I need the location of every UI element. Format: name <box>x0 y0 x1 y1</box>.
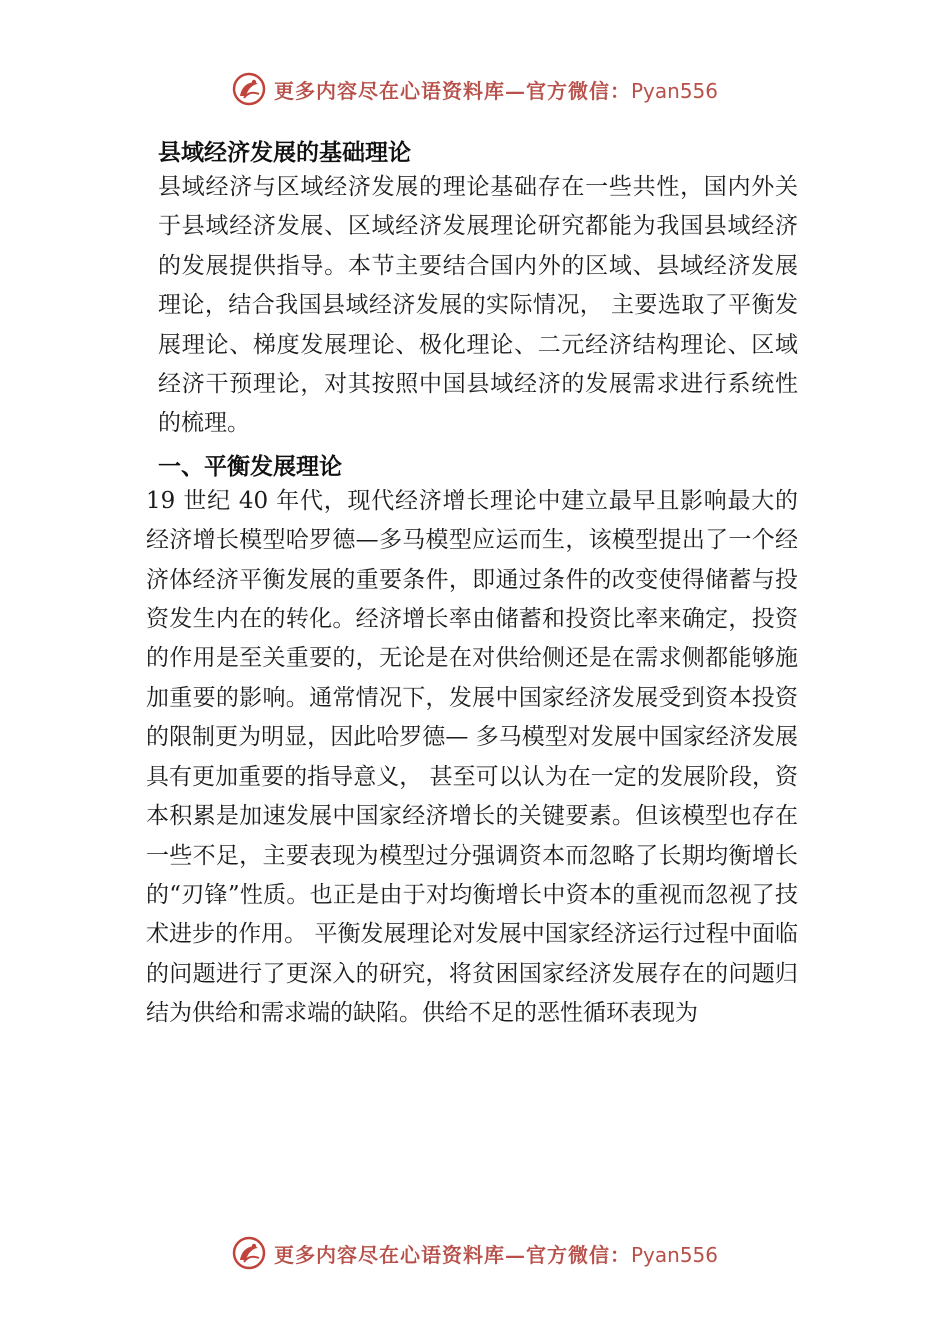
banner-text-cn: 更多内容尽在心语资料库—官方微信： <box>273 1242 631 1267</box>
footer-watermark-banner <box>0 1236 950 1270</box>
header-watermark-banner <box>0 72 950 106</box>
document-title: 县域经济发展的基础理论 <box>158 140 411 166</box>
banner-text-en: Pyan556 <box>630 1242 718 1267</box>
red-swirl-logo-icon <box>232 1236 266 1270</box>
section-heading: 一、平衡发展理论 <box>158 453 342 480</box>
banner-text <box>274 1239 718 1268</box>
banner-text <box>274 75 718 104</box>
red-swirl-logo-icon <box>232 72 266 106</box>
intro-paragraph: 县域经济与区域经济发展的理论基础存在一些共性，国内外关于县域经济发展、区域经济发展理论研究都能为我国县域经济的发展提供指导。本节主要结合国内外的区域、县域经济发展理论，结合我国县域经济发展的实际情况， 主要选取了平衡发展理论、梯度发展理论、极化理论、二元经济结构理论、区域经济干预理论，对其按照中国县域经济的发展需求进行系统性的梳理。 <box>158 174 798 437</box>
section-paragraph: 19 世纪 40 年代，现代经济增长理论中建立最早且影响最大的经济增长模型哈罗德—多马模型应运而生，该模型提出了一个经济体经济平衡发展的重要条件，即通过条件的改变使得储蓄与投资发生内在的转化。经济增长率由储蓄和投资比率来确定，投资的作用是至关重要的，无论是在对供给侧还是在需求侧都能够施加重要的影响。通常情况下，发展中国家经济发展受到资本投资的限制更为明显，因此哈罗德— 多马模型对发展中国家经济发展具有更加重要的指导意义， 甚至可以认为在一定的发展阶段，资本积累是加速发展中国家经济增长的关键要素。但该模型也存在一些不足，主要表现为模型过分强调资本而忽略了长期均衡增长的“刃锋”性质。也正是由于对均衡增长中资本的重视而忽视了技术进步的作用。 平衡发展理论对发展中国家经济运行过程中面临的问题进行了更深入的研究，将贫困国家经济发展存在的问题归结为供给和需求端的缺陷。供给不足的恶性循环表现为 <box>146 487 798 1027</box>
document-body <box>146 138 798 1034</box>
banner-text-en: Pyan556 <box>630 78 718 103</box>
banner-text-cn: 更多内容尽在心语资料库—官方微信： <box>273 78 631 103</box>
